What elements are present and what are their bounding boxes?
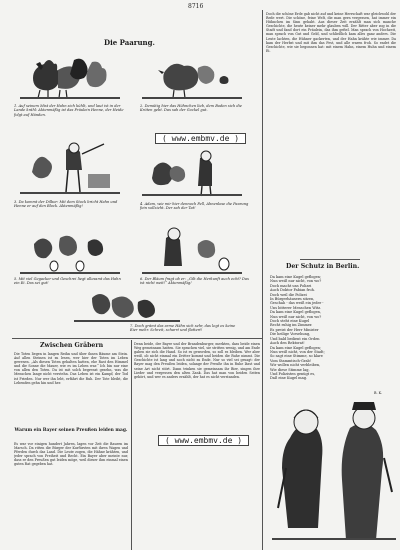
right-divider <box>300 259 360 260</box>
panel-sad-hen-illustration <box>66 288 188 324</box>
schutz-title: Der Schutz in Berlin. <box>286 263 360 270</box>
caption-4: 4. Adam, wie mir hier dennoch Fell, Ahnenlose die Paarung fein vollzieht. Der sah der Tat! <box>140 202 249 211</box>
caption-3: 3. Da kommt der Dilbor: Mit dem Stock bricht Hahn und Henne er auf den Block. Aktenmäßig! <box>14 200 118 209</box>
caption-1: 1. Auf seinem Mist der Hahn sich kühlt, und laut ist in der Lande krähl: Aktenmäßig ist das Fräulein Henne, der Heide folgt auf Händen. <box>14 104 124 117</box>
caption-6: 6. Der Bläum fragt ob er: „Gilt die Herkunft auch echt? Das ist nicht weit!“ Aktenmäßig! <box>140 277 249 286</box>
schutz-poem: Da kam eine Kugel geflogen; Nun weiß nur nicht, von wo? Doch macht uns Polizei Auch Doktor Fabian froh. Doch weil die Polizei In Bürgerhäusern sitzen, Geschah - das weiß ein jeder - Uns bitterer Menschen Witz. Da kam eine Kugel geflogen, Nun weiß nur nicht, von wo? Doch steht eine Kugel Recht ruhig im Zimmer. Es preist der Herr Minister Die heilige Vorsehung, Und bald bedient ein Orden Auch den Rektorat! Da kam eine Kugel geflogen; Nun weiß nicht, von der Stadt; So sagt eine Stimme, so klare Vom Stammtisch-Grab! Wir wollen nicht verbleiben, Wie diese Stimme lag, Und Polizisten genügt es, Daß eine Kugel mag. <box>270 275 325 381</box>
section-divider <box>12 338 262 339</box>
two-men-illustration <box>272 398 396 548</box>
watermark-banner-2: ( www.embmv.de ) <box>158 435 249 446</box>
caption-2: 2. Demütig hier das Hühnchen lieb, dem Boden sich die Kröten gebt. Das sah der Gockel gut. <box>140 104 242 113</box>
watermark-banner: ( www.embmv.de ) <box>155 133 246 144</box>
panel-beadle-with-stick-illustration <box>14 140 126 198</box>
bayer-text: Es war vor einigen hundert Jahren, lagen vor Zeit die Bauern im Marsch. Da ritten die Bürger der Kurfürsten mit ihren Wagen und Pferden durch das Land. Die Leute zogen, die Hähne krähten, und jeder sprach von Freiheit und Recht. Ein Bayer aber meinte nur, dass er den Preußen gut leiden möge, weil dieser ihm einmal einen guten Rat gegeben hat. <box>14 442 128 467</box>
panel-official-with-hens-illustration <box>136 148 248 200</box>
column-divider-right <box>262 10 263 550</box>
page-number: 8716 <box>188 3 204 10</box>
panel-rooster-hen-illustration <box>14 52 126 102</box>
caption-5: 5. Mit viel Gegacker und Geschrei liegt allesamt das Hahn ein Ei. Das sei gut! <box>14 277 121 286</box>
panel-hen-chick-illustration <box>136 52 248 102</box>
caption-7: 7. Doch grämt das arme Hähn sich sehr, das legt es keine Eier mehr. Schreit, scharrt und flattert! <box>130 324 236 333</box>
paarung-title: Die Paarung. <box>104 38 155 47</box>
panel-man-with-egg-illustration <box>136 224 248 276</box>
poem-signature: B. K. <box>374 391 383 395</box>
column-divider-left <box>131 340 132 550</box>
graebern-text: Die Toten liegen in langen Reihn und über ihnen Bäume am Stein. Auf allen Steinen ist zu lesen, wer hier der Toten im Leben gewesen. „Als diesen Toten gehalten hatten, ehe Rast den Himmel und die Sonne die Mauer, wie es im Leben war.“ Ich bin nur eine von allen den Toten. Da ist mit solch begrenzt gesehn, was die Menschen lange nicht verstehn. Das Leben ist ein Kampf, der Tod ist Frieden. Nur wer ihn lebt, erfährt die Ruh. Der Tote bleibt, die Lebenden gehn hin und her. <box>14 352 128 385</box>
right-column-text: Doch die schöne Erde gab nicht auf und keine Herrschaft war gleichwohl der Rede wert. Die schöne, feine Welt, die man gern vergessen, hat immer ein Hühnchen im Sinn gehabt. Aus dieser Zeit erzählt man sich manche Geschichte, die heute keiner mehr glauben will. Der Ritter aber zog in die Stadt und fand dort ein Fräulein, das ihm gefiel. Man sprach von Hochzeit, man sprach von Gut und Geld, und schließlich kam alles ganz anders. Die Leute lachten, die Hühner gackerten, und der Hahn krähte wie immer. Da kam der Herbst und mit ihm das Fest, und alle waren froh. So endet die Geschichte, wie sie begonnen hat: mit einem Hahn, einem Huhn und einem Ei. <box>266 12 396 53</box>
graebern-title: Zwischen Gräbern <box>40 342 104 349</box>
bayer-subtitle: Warum ein Bayer seinen Preußen leiden mag. <box>14 428 128 433</box>
middle-column-text: Denn beide, der Bayer und der Brandenburger, merkten, dass beide einen Weg gemeinsam hatten. Sie sprachen viel, sie stritten wenig, und am Ende gaben sie sich die Hand. So ist es geworden, so soll es bleiben. Wer aber weiß, ob nicht einmal ein Dritter kommt und beiden die Ruhe nimmt. Die Geschichte ist lang und noch nicht zu Ende. Nur so viel sei gesagt: der Bayer mag den Preußen leiden, solange der Preuße ihn in Ruhe lässt und seine Art nicht stört. Dann trinken sie gemeinsam ihr Bier, singen ihre Lieder und vergessen den alten Zank. Das hat man von beiden Seiten gehört, und wer es anders erzählt, der hat es nicht verstanden. <box>134 342 260 379</box>
panel-hens-laying-eggs-illustration <box>14 224 126 276</box>
